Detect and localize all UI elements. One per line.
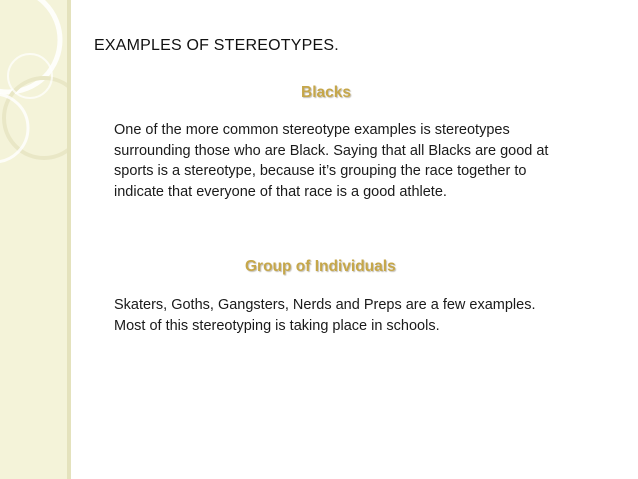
- slide-title: EXAMPLES OF STEREOTYPES.: [94, 37, 339, 54]
- section-heading-group-of-individuals: Group of Individuals: [245, 258, 396, 275]
- decorative-side-band: [0, 0, 67, 479]
- decorative-circles-icon: [0, 0, 67, 479]
- section-body-blacks: One of the more common stereotype examples is stereotypes surrounding those who are Black. Saying that all Blacks are good at sports is a stereotype, because it’s grouping the race together to indicate that everyone of that race is a good athlete.: [114, 122, 549, 200]
- side-divider: [67, 0, 71, 479]
- section-heading-blacks: Blacks: [301, 84, 351, 101]
- section-body-group-of-individuals: Skaters, Goths, Gangsters, Nerds and Preps are a few examples. Most of this stereotyping is taking place in schools.: [114, 297, 536, 334]
